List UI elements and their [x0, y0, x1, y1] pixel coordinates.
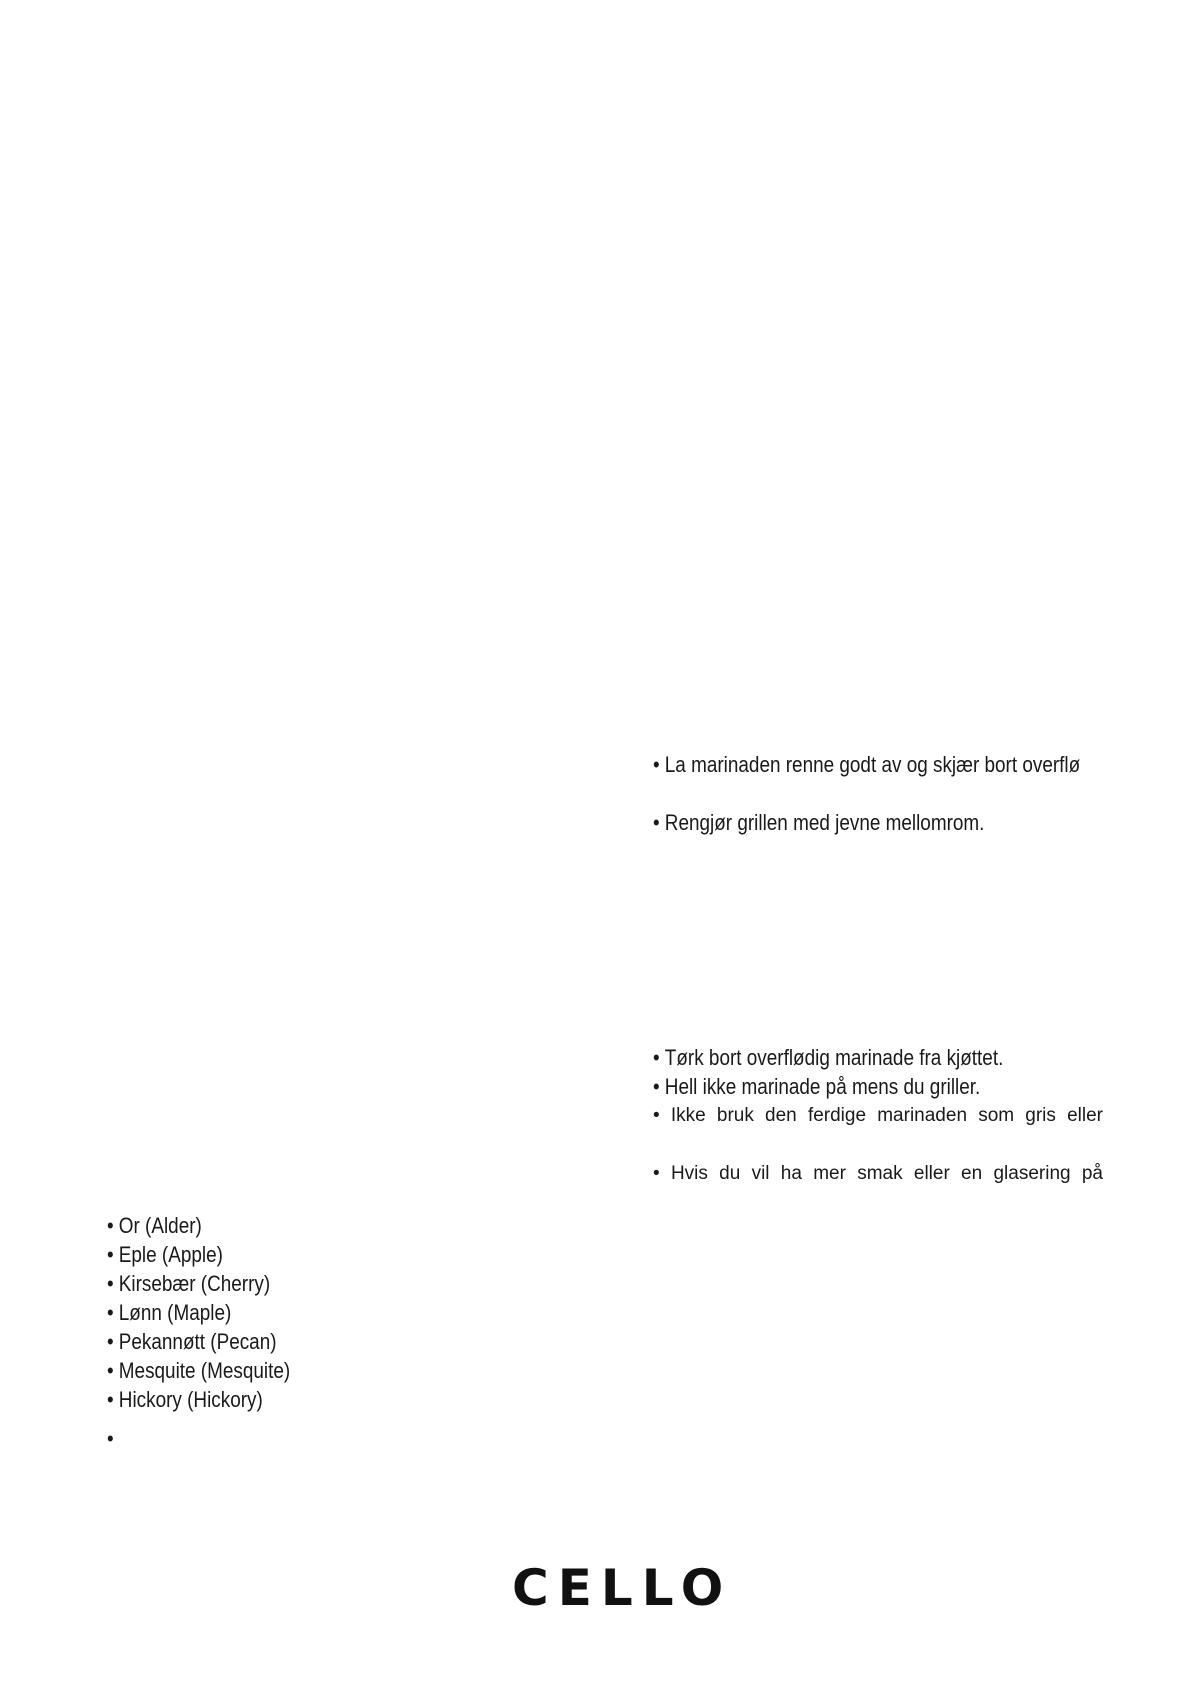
tip-text: Hvis du vil ha mer smak eller en glasering på — [670, 1163, 1103, 1184]
tip-text: Ikke bruk den ferdige marinaden som gris eller — [670, 1105, 1104, 1126]
tip-no-pour — [653, 1074, 980, 1100]
list-item — [107, 1300, 231, 1326]
bullet-point: • — [107, 1358, 114, 1383]
wood-label: Pekannøtt (Pecan) — [118, 1329, 277, 1354]
tip-text: Rengjør grillen med jevne mellomrom. — [664, 810, 985, 835]
bullet-point: • — [107, 1329, 114, 1354]
wood-label: Eple (Apple) — [118, 1242, 223, 1267]
bullet-point: • — [107, 1271, 114, 1296]
wood-label: Mesquite (Mesquite) — [118, 1358, 291, 1383]
tip-more-flavor — [653, 1161, 1103, 1187]
bullet-point: • — [107, 1300, 114, 1325]
bullet-point: • — [107, 1426, 114, 1451]
tip-text: Tørk bort overflødig marinade fra kjøttet. — [664, 1045, 1004, 1070]
bullet-point: • — [653, 1045, 660, 1070]
tip-text: La marinaden renne godt av og skjær bort overflø — [664, 752, 1081, 777]
bullet-point: • — [107, 1213, 114, 1238]
brand-logo: CELLO — [512, 1559, 733, 1617]
bullet-point: • — [653, 752, 660, 777]
wood-label: Kirsebær (Cherry) — [118, 1271, 271, 1296]
bullet-point: • — [653, 1105, 660, 1126]
wood-label: Hickory (Hickory) — [118, 1387, 263, 1412]
tip-clean-grill — [653, 810, 984, 836]
list-item — [107, 1387, 263, 1413]
bullet-point: • — [107, 1387, 114, 1412]
list-item — [107, 1271, 270, 1297]
wood-label: Lønn (Maple) — [118, 1300, 232, 1325]
list-item — [107, 1358, 290, 1384]
list-item — [107, 1242, 223, 1268]
bullet-point: • — [653, 810, 660, 835]
bullet-point: • — [107, 1242, 114, 1267]
tip-text: Hell ikke marinade på mens du griller. — [664, 1074, 981, 1099]
tip-wipe-marinade — [653, 1045, 1003, 1071]
bullet-point: • — [653, 1163, 660, 1184]
bullet-point: • — [653, 1074, 660, 1099]
list-item — [107, 1329, 277, 1355]
tip-marinade-flow — [653, 752, 1080, 778]
tip-no-reuse — [653, 1103, 1103, 1129]
list-item — [107, 1213, 202, 1239]
list-item — [107, 1426, 119, 1452]
wood-label: Or (Alder) — [118, 1213, 202, 1238]
